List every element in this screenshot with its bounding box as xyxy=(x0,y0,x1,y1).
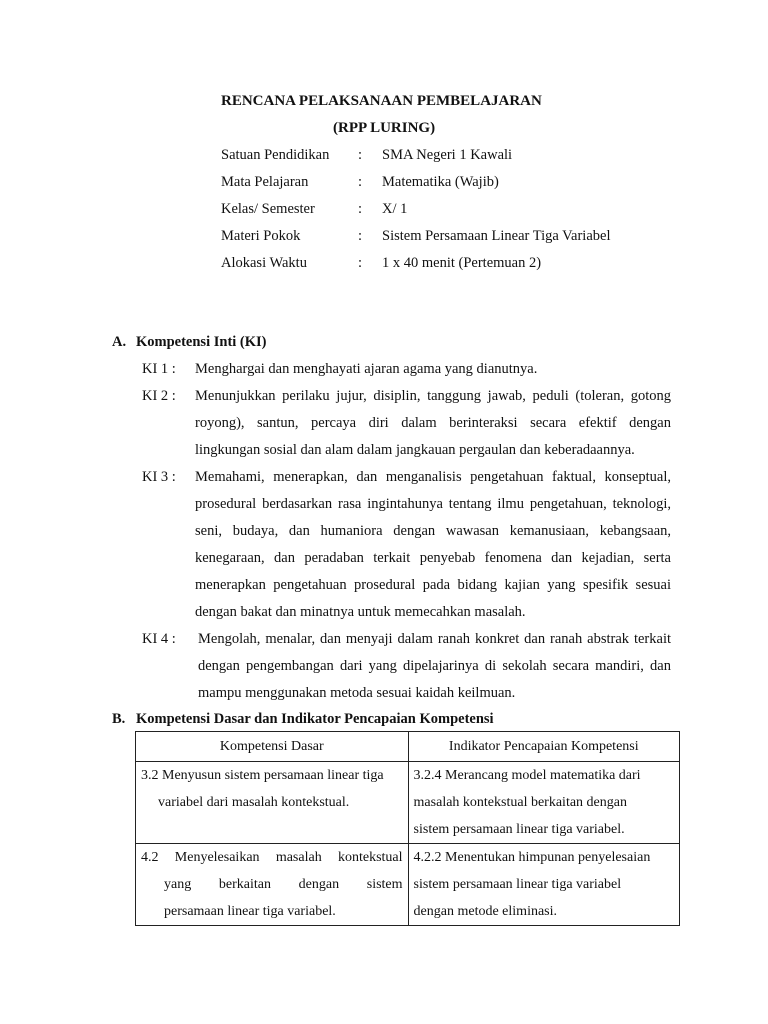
identity-label: Materi Pokok xyxy=(221,228,301,244)
column-header: Indikator Pencapaian Kompetensi xyxy=(408,732,679,762)
section-a-heading: Kompetensi Inti (KI) xyxy=(136,334,267,350)
document-subtitle: (RPP LURING) xyxy=(333,120,436,136)
table-header-row xyxy=(136,732,680,762)
cell-line: 3.2 Menyusun sistem persamaan linear tiga xyxy=(141,768,384,783)
identity-value: SMA Negeri 1 Kawali xyxy=(382,147,513,163)
section-b-heading: Kompetensi Dasar dan Indikator Pencapaian Kompetensi xyxy=(136,711,494,727)
cell-line: 4.2 Menyelesaikan masalah kontekstual xyxy=(141,850,403,865)
cell-line: yang berkaitan dengan sistem xyxy=(164,877,403,892)
column-header: Kompetensi Dasar xyxy=(136,732,409,762)
cell-line: dengan metode eliminasi. xyxy=(413,904,558,919)
ipk-cell xyxy=(408,762,679,844)
identity-label: Alokasi Waktu xyxy=(221,255,307,271)
ki-text-line: lingkungan sosial dan alam dalam jangkauan pergaulan dan keberadaannya. xyxy=(195,442,635,458)
cell-line: sistem persamaan linear tiga variabel xyxy=(413,877,622,892)
ki-label: KI 3 : xyxy=(142,469,176,485)
ki-text-line: dengan pengembangan dari yang dipelajarinya di sekolah secara mandiri, dan xyxy=(198,658,671,674)
ki-text-line: menerapkan pengetahuan prosedural pada bidang kajian yang spesifik sesuai xyxy=(195,577,671,593)
ki-text-line: seni, budaya, dan humaniora dengan wawasan kemanusiaan, kebangsaan, xyxy=(195,523,671,539)
cell-line: variabel dari masalah kontekstual. xyxy=(158,795,350,810)
document-title: RENCANA PELAKSANAAN PEMBELAJARAN xyxy=(221,93,542,109)
kd-cell xyxy=(136,844,409,926)
cell-line: sistem persamaan linear tiga variabel. xyxy=(413,822,625,837)
cell-line: 4.2.2 Menentukan himpunan penyelesaian xyxy=(413,850,651,865)
cell-line: masalah kontekstual berkaitan dengan xyxy=(413,795,627,810)
identity-separator: : xyxy=(358,228,363,244)
ki-text-line: prosedural berdasarkan rasa ingintahunya tentang ilmu pengetahuan, teknologi, xyxy=(195,496,671,512)
ki-text-line: Menunjukkan perilaku jujur, disiplin, tanggung jawab, peduli (toleran, gotong xyxy=(195,388,671,404)
identity-separator: : xyxy=(358,147,363,163)
ki-text-line: dengan bakat dan minatnya untuk memecahkan masalah. xyxy=(195,604,526,620)
identity-label: Satuan Pendidikan xyxy=(221,147,330,163)
identity-label: Kelas/ Semester xyxy=(221,201,315,217)
ki-label: KI 2 : xyxy=(142,388,176,404)
cell-line: persamaan linear tiga variabel. xyxy=(164,904,336,919)
identity-value: X/ 1 xyxy=(382,201,408,217)
ki-text-line: Menghargai dan menghayati ajaran agama yang dianutnya. xyxy=(195,361,538,377)
cell-line: 3.2.4 Merancang model matematika dari xyxy=(413,768,641,783)
identity-value: Matematika (Wajib) xyxy=(382,174,499,190)
table-row xyxy=(136,844,680,926)
competency-table xyxy=(135,731,680,926)
kd-cell xyxy=(136,762,409,844)
ki-label: KI 1 : xyxy=(142,361,176,377)
ipk-cell xyxy=(408,844,679,926)
identity-separator: : xyxy=(358,255,363,271)
ki-text-line: Memahami, menerapkan, dan menganalisis pengetahuan faktual, konseptual, xyxy=(195,469,671,485)
section-a-marker: A. xyxy=(112,334,127,350)
table-row xyxy=(136,762,680,844)
identity-separator: : xyxy=(358,201,363,217)
identity-label: Mata Pelajaran xyxy=(221,174,309,190)
identity-separator: : xyxy=(358,174,363,190)
identity-value: 1 x 40 menit (Pertemuan 2) xyxy=(382,255,542,271)
section-b-marker: B. xyxy=(112,711,126,727)
ki-text-line: Mengolah, menalar, dan menyaji dalam ranah konkret dan ranah abstrak terkait xyxy=(198,631,671,647)
ki-label: KI 4 : xyxy=(142,631,176,647)
ki-text-line: royong), santun, percaya diri dalam berinteraksi secara efektif dengan xyxy=(195,415,671,431)
identity-value: Sistem Persamaan Linear Tiga Variabel xyxy=(382,228,611,244)
ki-text-line: kenegaraan, dan peradaban terkait penyebab fenomena dan kejadian, serta xyxy=(195,550,671,566)
ki-text-line: mampu menggunakan metoda sesuai kaidah keilmuan. xyxy=(198,685,516,701)
